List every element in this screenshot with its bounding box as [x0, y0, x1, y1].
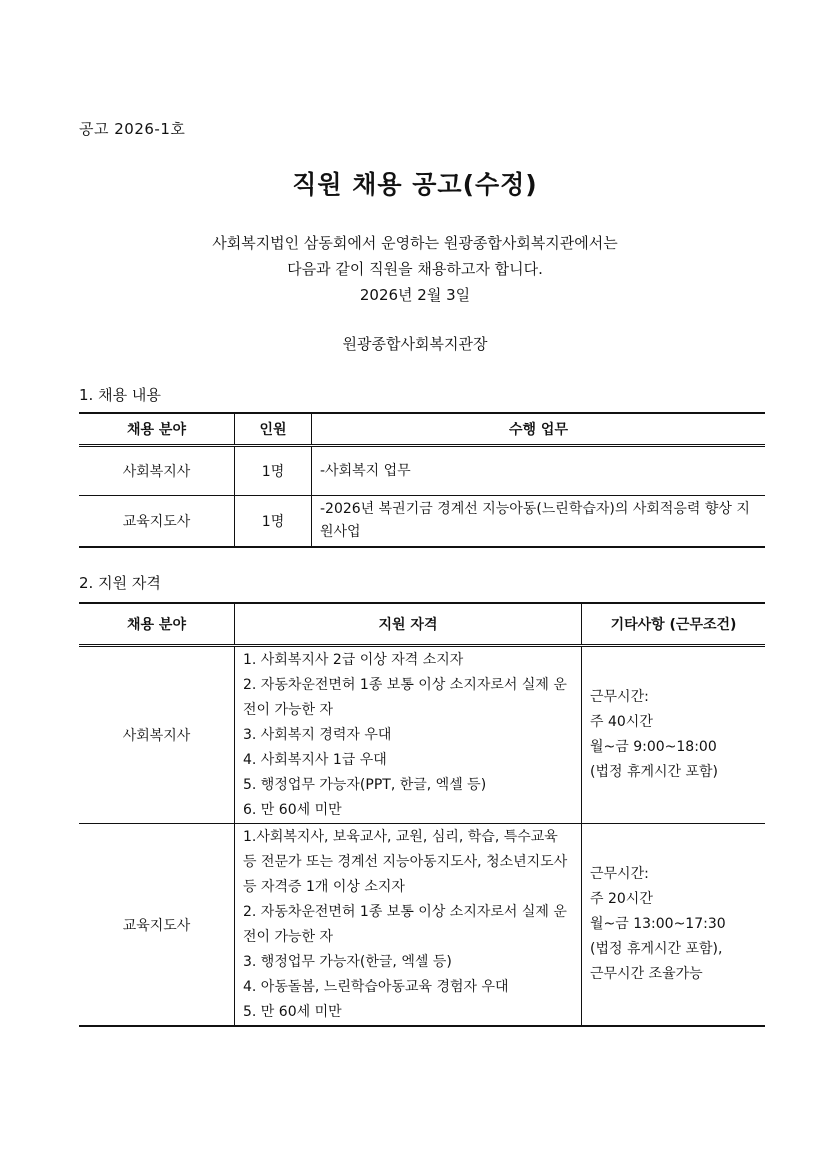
cell-qualifications — [235, 646, 582, 824]
table-header-row — [79, 413, 765, 446]
signer: 원광종합사회복지관장 — [342, 335, 488, 353]
condition-line: 월~금 9:00~18:00 — [590, 739, 717, 755]
condition-line: 월~금 13:00~17:30 — [590, 916, 726, 932]
page-title: 직원 채용 공고(수정) — [292, 170, 538, 199]
condition-line: 주 20시간 — [590, 891, 653, 907]
cell-field: 사회복지사 — [79, 446, 235, 496]
condition-line: 근무시간: — [590, 689, 649, 705]
cell-field: 교육지도사 — [79, 496, 235, 548]
section1-title: 1. 채용 내용 — [79, 386, 161, 404]
condition-line: 근무시간: — [590, 866, 649, 882]
list-item: 1.사회복지사, 보육교사, 교원, 심리, 학습, 특수교육 등 전문가 또는 경계선 지능아동지도사, 청소년지도사 등 자격증 1개 이상 소지자 — [243, 828, 568, 895]
list-item: 1. 사회복지사 2급 이상 자격 소지자 — [243, 651, 464, 668]
intro-text — [0, 230, 830, 308]
intro-line: 사회복지법인 삼동회에서 운영하는 원광종합사회복지관에서는 — [212, 234, 618, 252]
cell-duty: -2026년 복권기금 경계선 지능아동(느린학습자)의 사회적응력 향상 지원사업 — [312, 496, 766, 548]
list-item: 2. 자동차운전면허 1종 보통 이상 소지자로서 실제 운전이 가능한 자 — [243, 676, 567, 718]
cell-field: 교육지도사 — [79, 824, 235, 1027]
table-row — [79, 824, 765, 1027]
condition-line: 근무시간 조율가능 — [590, 966, 703, 982]
list-item: 5. 만 60세 미만 — [243, 1003, 342, 1020]
header-count: 인원 — [235, 413, 312, 446]
qualification-table — [79, 602, 765, 1027]
cell-qualifications — [235, 824, 582, 1027]
condition-line: (법정 휴게시간 포함) — [590, 764, 719, 780]
condition-line: (법정 휴게시간 포함), — [590, 941, 723, 957]
header-duty: 수행 업무 — [312, 413, 766, 446]
intro-line: 다음과 같이 직원을 채용하고자 합니다. — [287, 260, 543, 278]
list-item: 4. 아동돌봄, 느린학습아동교육 경험자 우대 — [243, 978, 509, 995]
cell-field: 사회복지사 — [79, 646, 235, 824]
qualification-list — [243, 648, 573, 823]
table-row — [79, 496, 765, 548]
list-item: 3. 사회복지 경력자 우대 — [243, 726, 392, 743]
list-item: 2. 자동차운전면허 1종 보통 이상 소지자로서 실제 운전이 가능한 자 — [243, 903, 567, 945]
cell-conditions — [582, 646, 766, 824]
cell-conditions — [582, 824, 766, 1027]
condition-line: 주 40시간 — [590, 714, 653, 730]
table-row — [79, 446, 765, 496]
header-field: 채용 분야 — [79, 413, 235, 446]
cell-count: 1명 — [235, 496, 312, 548]
table-row — [79, 646, 765, 824]
notice-number: 공고 2026-1호 — [79, 120, 186, 138]
recruitment-table — [79, 412, 765, 548]
cell-duty: -사회복지 업무 — [312, 446, 766, 496]
header-qualification: 지원 자격 — [235, 603, 582, 646]
list-item: 6. 만 60세 미만 — [243, 801, 342, 818]
list-item: 3. 행정업무 가능자(한글, 엑셀 등) — [243, 953, 452, 970]
table-header-row — [79, 603, 765, 646]
announcement-date: 2026년 2월 3일 — [359, 286, 471, 304]
cell-count: 1명 — [235, 446, 312, 496]
header-field: 채용 분야 — [79, 603, 235, 646]
header-conditions: 기타사항 (근무조건) — [582, 603, 766, 646]
section2-title: 2. 지원 자격 — [79, 574, 161, 592]
list-item: 5. 행정업무 가능자(PPT, 한글, 엑셀 등) — [243, 776, 487, 793]
qualification-list — [243, 825, 573, 1025]
list-item: 4. 사회복지사 1급 우대 — [243, 751, 387, 768]
